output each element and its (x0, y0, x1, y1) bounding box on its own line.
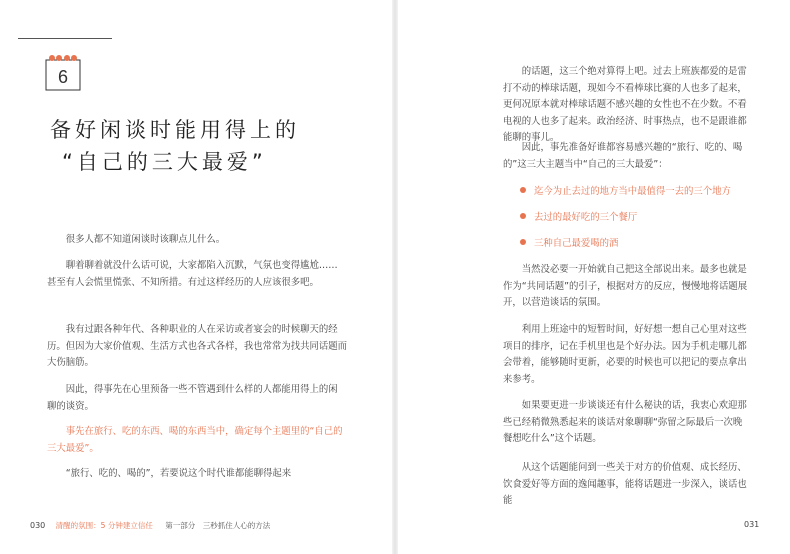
left-footer (30, 520, 270, 531)
bullet-icon (520, 187, 526, 193)
list-item: 三种自己最爱喝的酒 (520, 229, 760, 255)
bullet-icon (520, 213, 526, 219)
book-title: 清醒的氛围：5 分钟建立信任 (55, 521, 153, 530)
part-title: 第一部分 三秒抓住人心的方法 (165, 521, 271, 530)
chapter-title (50, 114, 370, 178)
paragraph: 从这个话题能问到一些关于对方的价值观、成长经历、饮食爱好等方面的逸闻趣事，能将话题进一步深入，谈话也能 (503, 462, 747, 506)
right-footer (744, 520, 759, 529)
chapter-title-line1: 备好闲谈时能用得上的 (50, 118, 300, 142)
page-number: 031 (744, 520, 760, 529)
paragraph: 因此，事先准备好谁都容易感兴趣的“旅行、吃的、喝的”这三大主题当中“自己的三大最爱”： (503, 142, 743, 170)
paragraph: “旅行、吃的、喝的”，若要说这个时代谁都能聊得起来 (65, 468, 292, 479)
paragraph: 很多人都不知道闲谈时该聊点儿什么。 (65, 234, 226, 245)
paragraph: 聊着聊着就没什么话可说，大家都陷入沉默，气氛也变得尴尬……甚至有人会慌里慌张、不知所措。有过这样经历的人应该很多吧。 (47, 260, 338, 288)
paragraph: 因此，得事先在心里预备一些不管遇到什么样的人都能用得上的闲聊的谈资。 (47, 384, 338, 412)
chapter-number: 6 (57, 67, 69, 87)
list-item: 去过的最好吃的三个餐厅 (520, 203, 760, 229)
top-rule (18, 38, 112, 39)
bullet-icon (520, 239, 526, 245)
paragraph: 如果要更进一步谈谈还有什么秘诀的话，我衷心欢迎那些已经稍微熟悉起来的谈话对象聊聊“弥留之际最后一次晚餐想吃什么”这个话题。 (503, 400, 747, 444)
paragraph: 我有过跟各种年代、各种职业的人在采访或者宴会的时候聊天的经历。但因为大家价值观、生活方式也各式各样，我也常常为找共同话题而大伤脑筋。 (47, 324, 348, 368)
page-number: 030 (30, 521, 46, 530)
chapter-title-line2: “自己的三大最爱” (62, 150, 267, 174)
calendar-icon (44, 52, 82, 92)
list-item: 迄今为止去过的地方当中最值得一去的三个地方 (520, 177, 760, 203)
favorites-list (520, 177, 760, 255)
paragraph: 的话题，这三个绝对算得上吧。过去上班族都爱的是雷打不动的棒球话题，现如今不看棒球比赛的人也多了起来，更何况原本就对棒球话题不感兴趣的女性也不在少数。不看电视的人也多了起来。政治经济、时事热点，也不是跟谁都能聊的事儿。 (503, 66, 747, 143)
book-gutter (392, 0, 398, 554)
paragraph: 利用上班途中的短暂时间，好好想一想自己心里对这些项目的排序，记在手机里也是个好办法。因为手机走哪儿都会带着，能够随时更新，必要的时候也可以把记的要点拿出来参考。 (503, 324, 747, 385)
highlight-paragraph: 事先在旅行、吃的东西、喝的东西当中，确定每个主题里的“自己的三大最爱”。 (47, 426, 343, 454)
paragraph: 当然没必要一开始就自己把这全部说出来。最多也就是作为“共同话题”的引子，根据对方的反应，慢慢地将话题展开，以营造谈话的氛围。 (503, 264, 748, 308)
